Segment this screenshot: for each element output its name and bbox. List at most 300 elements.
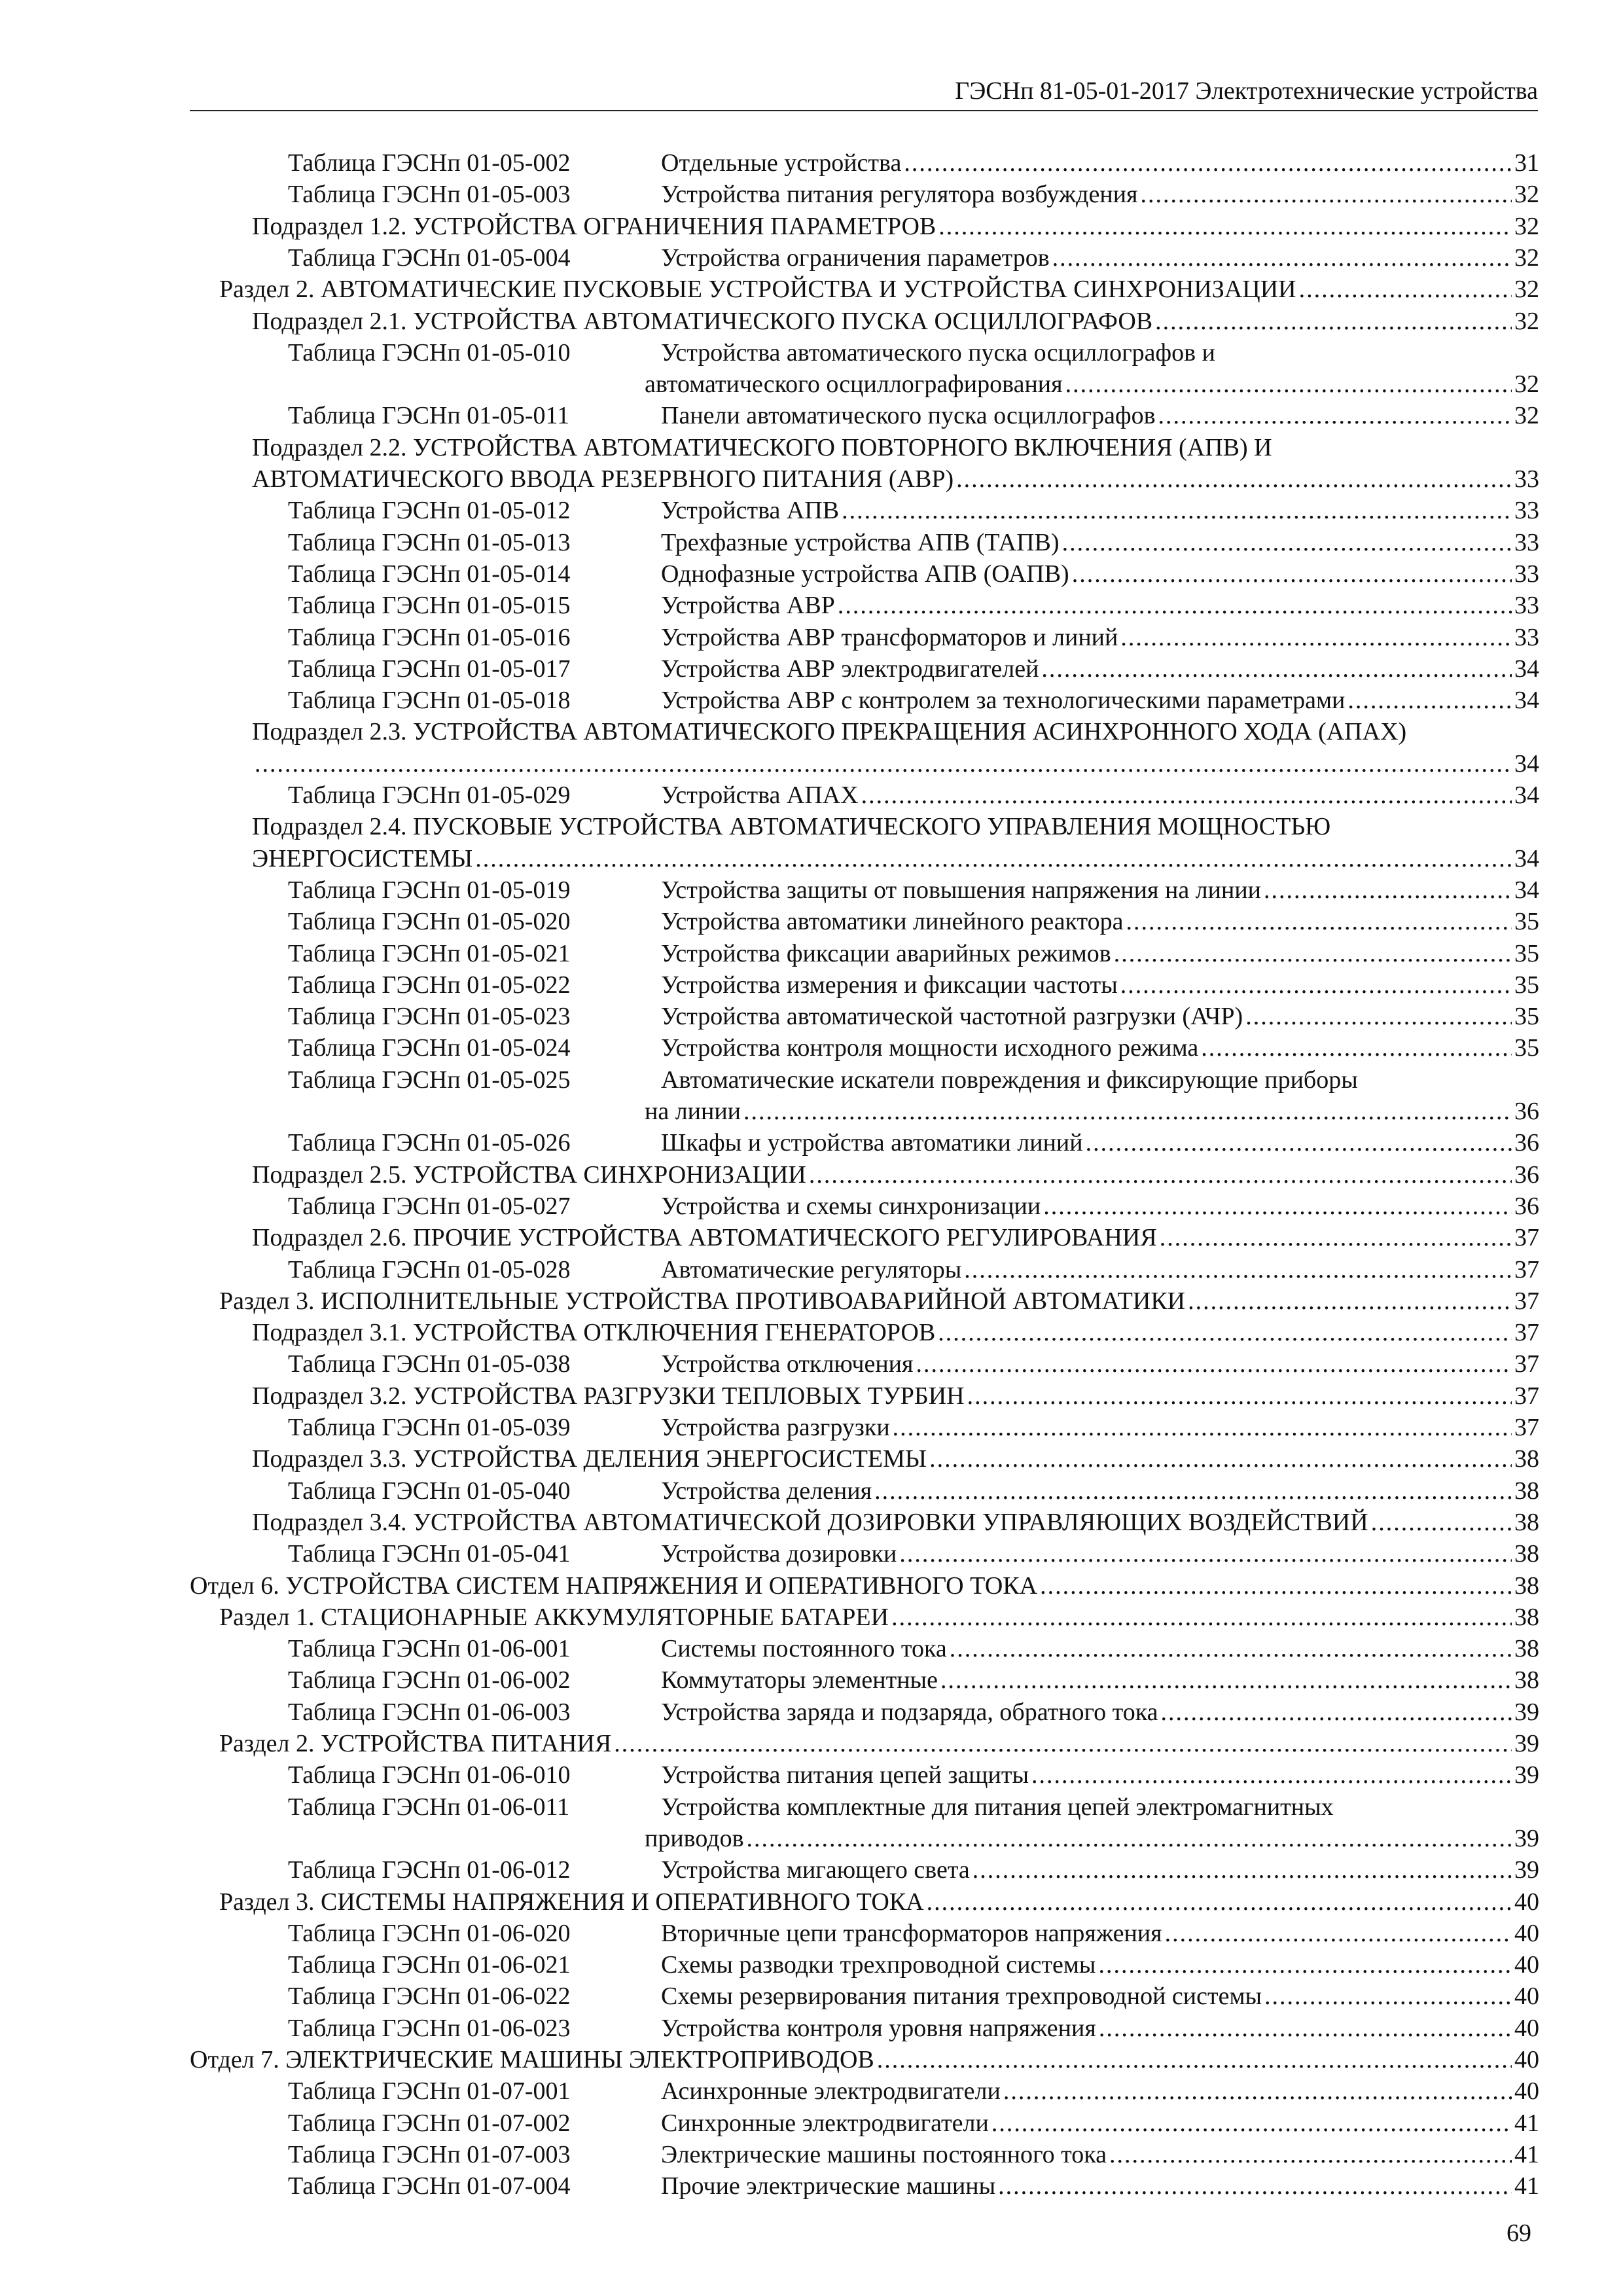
toc-table-entry [0,2108,1623,2139]
page-ref: 38 [1514,1635,1539,1663]
page-ref: 34 [1514,876,1539,904]
toc-table-entry [0,337,1623,401]
toc-subsection-entry [0,811,1623,874]
dot-leader [1040,1570,1512,1602]
dot-leader [475,843,1512,874]
toc-section-entry [0,1602,1623,1633]
page-ref: 38 [1514,1445,1539,1473]
entry-title [661,242,1539,274]
toc-subsection-entry [0,1222,1623,1253]
page-ref: 40 [1514,1982,1539,2011]
heading-title-text: Раздел 2. УСТРОЙСТВА ПИТАНИЯ [219,1730,612,1757]
table-code: Таблица ГЭСНп 01-05-022 [288,971,571,999]
dot-leader [1201,1032,1512,1064]
dot-leader [916,1348,1512,1380]
page-ref: 38 [1514,1540,1539,1568]
page-ref: 33 [1514,497,1539,525]
dot-leader [1098,1949,1512,1981]
toc-table-entry [0,527,1623,558]
entry-title [661,2170,1539,2202]
table-code: Таблица ГЭСНп 01-05-002 [288,149,571,177]
toc-section-entry [0,274,1623,305]
entry-title-text: Вторичные цепи трансформаторов напряжения [661,1919,1162,1947]
entry-title-text: Устройства отключения [661,1350,914,1378]
dot-leader [1155,306,1512,337]
toc-table-entry [0,969,1623,1001]
heading-title [190,2044,1539,2075]
toc-table-entry [0,1412,1623,1443]
entry-title [661,622,1539,653]
entry-title [661,2075,1539,2107]
heading-title-cont [252,843,1539,874]
toc-table-entry [0,653,1623,685]
table-code: Таблица ГЭСНп 01-06-011 [288,1793,570,1821]
toc-table-entry [0,1254,1623,1285]
table-code: Таблица ГЭСНп 01-05-025 [288,1066,571,1094]
heading-title [252,1380,1539,1412]
dot-leader [1347,685,1512,716]
heading-title-text: Раздел 2. АВТОМАТИЧЕСКИЕ ПУСКОВЫЕ УСТРОЙСТВА И УСТРОЙСТВА СИНХРОНИЗАЦИИ [219,276,1296,304]
page-ref: 33 [1514,528,1539,556]
entry-title-text: Устройства и схемы синхронизации [661,1192,1041,1220]
page-ref: 32 [1514,402,1539,430]
page-ref: 40 [1514,2014,1539,2042]
table-code: Таблица ГЭСНп 01-05-027 [288,1192,571,1220]
table-code: Таблица ГЭСНп 01-05-028 [288,1255,571,1283]
page-ref: 32 [1514,276,1539,304]
entry-title-text: Системы постоянного тока [661,1635,947,1663]
toc-subsection-entry [0,716,1623,780]
entry-title [661,2013,1539,2044]
entry-title [661,1759,1539,1791]
toc-table-entry [0,874,1623,906]
dot-leader [1264,1981,1512,2012]
entry-title-text: Устройства мигающего света [661,1856,970,1884]
toc-department-entry [0,1570,1623,1602]
dot-leader [1003,2075,1512,2107]
dot-leader [1126,906,1512,937]
entry-title [661,1696,1539,1728]
toc-table-entry [0,1949,1623,1981]
entry-title [661,906,1539,937]
dot-leader [1245,1001,1512,1032]
toc-subsection-entry [0,1507,1623,1538]
table-code: Таблица ГЭСНп 01-06-010 [288,1761,571,1789]
dot-leader [1099,2013,1512,2044]
table-code: Таблица ГЭСНп 01-05-017 [288,655,571,683]
entry-title: Устройства автоматического пуска осциллографов и [661,338,1215,367]
entry-title-text: Трехфазные устройства АПВ (ТАПВ) [661,528,1060,556]
entry-title-text: Устройства фиксации аварийных режимов [661,939,1111,967]
heading-title [252,1222,1539,1253]
page-ref: 40 [1514,2077,1539,2106]
toc-table-entry [0,1538,1623,1570]
heading-title-text: Отдел 7. ЭЛЕКТРИЧЕСКИЕ МАШИНЫ ЭЛЕКТРОПРИВОДОВ [190,2046,874,2073]
toc-table-entry [0,147,1623,179]
dot-leader [1299,274,1512,305]
entry-title-text: Синхронные электродвигатели [661,2109,989,2137]
heading-title [219,274,1539,305]
entry-title-text: Устройства дозировки [661,1540,897,1568]
entry-title-text: Устройства разгрузки [661,1414,890,1441]
entry-title [661,1918,1539,1949]
entry-title-text: Устройства АПВ [661,497,840,525]
toc-table-entry [0,1475,1623,1507]
table-code: Таблица ГЭСНп 01-05-011 [288,402,570,430]
page-ref: 38 [1514,1571,1539,1600]
page-ref: 41 [1514,2109,1539,2137]
entry-title [661,1538,1539,1570]
heading-title-text: Раздел 1. СТАЦИОНАРНЫЕ АККУМУЛЯТОРНЫЕ БАТАРЕИ [219,1603,889,1631]
dot-leader [747,1823,1512,1854]
page-ref: 32 [1514,212,1539,240]
entry-title-cont [645,1823,1539,1854]
page-ref: 33 [1514,592,1539,620]
table-code: Таблица ГЭСНп 01-05-012 [288,497,571,525]
entry-title-text: Устройства деления [661,1477,872,1505]
heading-title [252,1507,1539,1538]
dot-leader [1065,368,1512,400]
entry-title-text: Устройства контроля мощности исходного режима [661,1034,1199,1062]
table-code: Таблица ГЭСНп 01-05-018 [288,687,571,715]
dot-leader [950,1633,1512,1664]
entry-title [661,1191,1539,1222]
heading-title [252,1159,1539,1191]
entry-title [661,1348,1539,1380]
heading-title [219,1602,1539,1633]
dot-leader [991,2108,1512,2139]
dot-leader [874,1475,1512,1507]
entry-title-text: Устройства заряда и подзаряда, обратного тока [661,1698,1158,1726]
entry-title-text: Прочие электрические машины [661,2172,996,2200]
dot-leader [1165,1918,1512,1949]
page-ref: 35 [1514,908,1539,936]
page-ref: 39 [1514,1856,1539,1884]
table-code: Таблица ГЭСНп 01-06-002 [288,1666,571,1695]
dot-leader [1188,1285,1512,1317]
table-code: Таблица ГЭСНп 01-05-023 [288,1003,571,1031]
toc-subsection-entry [0,1317,1623,1348]
heading-title: Подраздел 2.2. УСТРОЙСТВА АВТОМАТИЧЕСКОГО ПОВТОРНОГО ВКЛЮЧЕНИЯ (АПВ) И [252,433,1272,461]
entry-title-text: Устройства АВР [661,592,835,620]
entry-title-text: Устройства ограничения параметров [661,243,1050,272]
toc-table-entry [0,242,1623,274]
dot-leader [1031,1759,1512,1791]
page-ref: 34 [1514,687,1539,715]
entry-title [661,653,1539,685]
entry-title-cont [645,368,1539,400]
toc-table-entry [0,780,1623,811]
dot-leader [938,211,1512,242]
table-code: Таблица ГЭСНп 01-05-014 [288,560,571,588]
page-ref: 35 [1514,1003,1539,1031]
page-ref: 35 [1514,1034,1539,1062]
page-ref: 35 [1514,971,1539,999]
table-code: Таблица ГЭСНп 01-07-004 [288,2172,571,2200]
toc-table-entry [0,1759,1623,1791]
dot-leader [1371,1507,1512,1538]
heading-title-text: Подраздел 2.6. ПРОЧИЕ УСТРОЙСТВА АВТОМАТИЧЕСКОГО РЕГУЛИРОВАНИЯ [252,1224,1157,1252]
entry-title [661,1981,1539,2012]
dot-leader [1052,242,1512,274]
dot-leader [938,1317,1512,1348]
toc-subsection-entry [0,211,1623,242]
page-header: ГЭСНп 81-05-01-2017 Электротехнические устройства [190,72,1538,111]
table-code: Таблица ГЭСНп 01-06-001 [288,1635,571,1663]
page-ref: 37 [1514,1319,1539,1347]
page-ref: 32 [1514,243,1539,272]
table-code: Таблица ГЭСНп 01-05-029 [288,781,571,809]
page-ref: 39 [1514,1698,1539,1726]
toc-table-entry [0,590,1623,621]
page-ref: 39 [1514,1730,1539,1757]
page-ref: 34 [1514,655,1539,683]
dot-leader [899,1538,1512,1570]
toc-table-entry [0,1918,1623,1949]
toc-table-entry [0,1001,1623,1032]
heading-title: Подраздел 2.4. ПУСКОВЫЕ УСТРОЙСТВА АВТОМАТИЧЕСКОГО УПРАВЛЕНИЯ МОЩНОСТЬЮ [252,813,1331,841]
dot-leader [809,1159,1512,1191]
toc-table-entry [0,1032,1623,1064]
page-ref: 39 [1514,1824,1539,1852]
page-ref: 40 [1514,1951,1539,1979]
table-code: Таблица ГЭСНп 01-05-040 [288,1477,571,1505]
dot-leader [1086,1127,1512,1158]
heading-title-cont-text: АВТОМАТИЧЕСКОГО ВВОДА РЕЗЕРВНОГО ПИТАНИЯ (АВР) [252,465,954,493]
table-code: Таблица ГЭСНп 01-05-026 [288,1129,571,1157]
heading-title [252,1317,1539,1348]
dot-leader [1114,938,1512,969]
dot-leader [614,1728,1512,1759]
page-ref: 32 [1514,181,1539,209]
entry-title-text: Устройства АВР электродвигателей [661,655,1039,683]
toc-table-entry [0,179,1623,210]
table-code: Таблица ГЭСНп 01-06-023 [288,2014,571,2042]
entry-title-text: Электрические машины постоянного тока [661,2140,1107,2168]
entry-title [661,2139,1539,2170]
entry-title-text: Устройства измерения и фиксации частоты [661,971,1118,999]
entry-title-text: Отдельные устройства [661,149,902,177]
entry-title [661,1854,1539,1886]
entry-title [661,969,1539,1001]
entry-title-text: Однофазные устройства АПВ (ОАПВ) [661,560,1069,588]
toc-table-entry [0,2170,1623,2202]
table-code: Таблица ГЭСНп 01-05-020 [288,908,571,936]
toc-table-entry [0,1064,1623,1128]
heading-title-cont [252,463,1539,495]
page-ref: 36 [1514,1160,1539,1189]
page-ref: 33 [1514,560,1539,588]
dot-leader [1043,1191,1512,1222]
table-code: Таблица ГЭСНп 01-05-016 [288,623,571,651]
toc-table-entry [0,1664,1623,1696]
dot-leader [861,780,1512,811]
dot-leader [877,2044,1512,2075]
toc-table-entry [0,400,1623,431]
heading-title-text: Подраздел 3.2. УСТРОЙСТВА РАЗГРУЗКИ ТЕПЛОВЫХ ТУРБИН [252,1382,965,1410]
page-ref: 41 [1514,2140,1539,2168]
page-ref: 34 [1514,749,1539,778]
entry-title-cont-text: приводов [645,1824,744,1852]
page-ref: 37 [1514,1414,1539,1441]
toc-table-entry [0,1127,1623,1158]
heading-title [219,1886,1539,1918]
dot-leader [1041,653,1512,685]
table-code: Таблица ГЭСНп 01-06-012 [288,1856,571,1884]
page-ref: 36 [1514,1192,1539,1220]
table-code: Таблица ГЭСНп 01-06-020 [288,1919,571,1947]
table-code: Таблица ГЭСНп 01-06-022 [288,1982,571,2011]
dot-leader [1161,1696,1512,1728]
table-code: Таблица ГЭСНп 01-05-010 [288,338,571,367]
entry-title-text: Шкафы и устройства автоматики линий [661,1129,1083,1157]
dot-leader [1264,874,1512,906]
page-ref: 32 [1514,370,1539,399]
toc-table-entry [0,1791,1623,1855]
toc-section-entry [0,1285,1623,1317]
entry-title [661,1127,1539,1158]
heading-title-text: Подраздел 1.2. УСТРОЙСТВА ОГРАНИЧЕНИЯ ПАРАМЕТРОВ [252,212,936,240]
entry-title-text: Устройства контроля уровня напряжения [661,2014,1096,2042]
toc-table-entry [0,1854,1623,1886]
table-code: Таблица ГЭСНп 01-05-038 [288,1350,571,1378]
heading-title [252,306,1539,337]
page-ref: 40 [1514,1888,1539,1916]
entry-title-cont [645,1096,1539,1127]
page-ref: 37 [1514,1382,1539,1410]
page-ref: 32 [1514,307,1539,335]
toc-table-entry [0,906,1623,937]
dot-leader [904,147,1512,179]
dot-leader [1158,400,1512,431]
entry-title [661,1001,1539,1032]
heading-title [219,1728,1539,1759]
entry-title: Автоматические искатели повреждения и фиксирующие приборы [661,1066,1358,1094]
table-code: Таблица ГЭСНп 01-05-039 [288,1414,571,1441]
heading-title-text: Подраздел 3.4. УСТРОЙСТВА АВТОМАТИЧЕСКОЙ ДОЗИРОВКИ УПРАВЛЯЮЩИХ ВОЗДЕЙСТВИЙ [252,1508,1368,1536]
entry-title-text: Устройства АПАХ [661,781,859,809]
dot-leader [842,495,1512,526]
entry-title [661,527,1539,558]
dot-leader [998,2170,1512,2202]
dot-leader [956,463,1512,495]
heading-title-text: Подраздел 3.1. УСТРОЙСТВА ОТКЛЮЧЕНИЯ ГЕНЕРАТОРОВ [252,1319,936,1347]
heading-title-text: Подраздел 2.1. УСТРОЙСТВА АВТОМАТИЧЕСКОГО ПУСКА ОСЦИЛЛОГРАФОВ [252,307,1153,335]
dot-leader [929,1443,1512,1475]
heading-title-text: Подраздел 3.3. УСТРОЙСТВА ДЕЛЕНИЯ ЭНЕРГОСИСТЕМЫ [252,1445,927,1473]
entry-title-text: Схемы разводки трехпроводной системы [661,1951,1096,1979]
entry-title [661,685,1539,716]
page-number: 69 [1507,2219,1531,2247]
heading-title [252,1443,1539,1475]
entry-title-cont-text: на линии [645,1097,741,1125]
page-ref: 33 [1514,623,1539,651]
toc-section-entry [0,1728,1623,1759]
page-ref: 40 [1514,2046,1539,2073]
toc-table-entry [0,2013,1623,2044]
table-code: Таблица ГЭСНп 01-07-001 [288,2077,571,2106]
entry-title-text: Схемы резервирования питания трехпроводной системы [661,1982,1262,2011]
page-ref: 37 [1514,1255,1539,1283]
toc-subsection-entry [0,1443,1623,1475]
dot-leader [927,1886,1512,1918]
entry-title [661,938,1539,969]
entry-title [661,874,1539,906]
toc-table-entry [0,622,1623,653]
heading-title [219,1285,1539,1317]
toc-subsection-entry [0,432,1623,495]
heading-title-text: Раздел 3. СИСТЕМЫ НАПРЯЖЕНИЯ И ОПЕРАТИВНОГО ТОКА [219,1888,924,1916]
entry-title-text: Устройства автоматической частотной разгрузки (АЧР) [661,1003,1243,1031]
table-code: Таблица ГЭСНп 01-05-019 [288,876,571,904]
table-code: Таблица ГЭСНп 01-05-024 [288,1034,571,1062]
page-ref: 35 [1514,939,1539,967]
dot-leader [967,1380,1512,1412]
page-ref: 40 [1514,1919,1539,1947]
entry-title-text: Устройства АВР трансформаторов и линий [661,623,1118,651]
dot-leader [838,590,1512,621]
toc-table-entry [0,1981,1623,2012]
entry-title-text: Устройства защиты от повышения напряжения на линии [661,876,1261,904]
entry-title [661,147,1539,179]
toc-table-entry [0,495,1623,526]
toc-subsection-entry [0,1380,1623,1412]
heading-title-cont-text: ЭНЕРГОСИСТЕМЫ [252,844,473,872]
page-ref: 38 [1514,1603,1539,1631]
dot-leader [1062,527,1512,558]
entry-title [661,1664,1539,1696]
table-code: Таблица ГЭСНп 01-06-003 [288,1698,571,1726]
entry-title [661,1633,1539,1664]
entry-title [661,400,1539,431]
page-ref: 36 [1514,1097,1539,1125]
table-code: Таблица ГЭСНп 01-06-021 [288,1951,571,1979]
heading-title-text: Отдел 6. УСТРОЙСТВА СИСТЕМ НАПРЯЖЕНИЯ И ОПЕРАТИВНОГО ТОКА [190,1571,1038,1600]
dot-leader [972,1854,1512,1886]
toc-table-entry [0,2139,1623,2170]
entry-title [661,1032,1539,1064]
dot-leader [1109,2139,1512,2170]
toc-table-entry [0,1633,1623,1664]
dot-leader [255,748,1512,780]
dot-leader [1160,1222,1512,1253]
dot-leader [1072,558,1512,590]
toc-table-entry [0,1191,1623,1222]
dot-leader [1120,969,1512,1001]
heading-title [190,1570,1539,1602]
entry-title [661,780,1539,811]
toc-section-entry [0,1886,1623,1918]
page-ref: 34 [1514,781,1539,809]
entry-title [661,2108,1539,2139]
entry-title [661,590,1539,621]
entry-title-text: Панели автоматического пуска осциллографов [661,402,1156,430]
entry-title-text: Асинхронные электродвигатели [661,2077,1001,2106]
table-code: Таблица ГЭСНп 01-05-003 [288,181,571,209]
dot-leader [893,1412,1512,1443]
toc-table-entry [0,1348,1623,1380]
page-ref: 37 [1514,1287,1539,1315]
toc-table-entry [0,685,1623,716]
entry-title-text: Устройства питания регулятора возбуждения [661,181,1138,209]
entry-title-text: Устройства автоматики линейного реактора [661,908,1124,936]
entry-title [661,179,1539,210]
page-ref: 38 [1514,1508,1539,1536]
toc-subsection-entry [0,1159,1623,1191]
entry-title-text: Коммутаторы элементные [661,1666,938,1695]
page-ref: 41 [1514,2172,1539,2200]
table-code: Таблица ГЭСНп 01-07-003 [288,2140,571,2168]
